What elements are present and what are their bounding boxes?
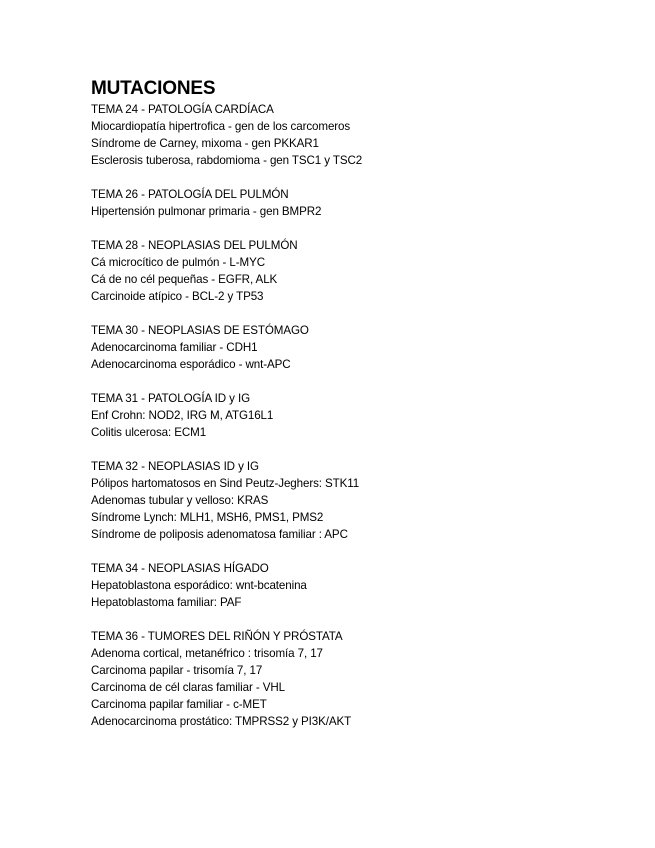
- section-tema-31: [91, 390, 631, 441]
- mutation-line: Colitis ulcerosa: ECM1: [91, 426, 207, 439]
- mutation-line: Cá microcítico de pulmón - L-MYC: [91, 256, 265, 269]
- mutation-line: Carcinoide atípico - BCL-2 y TP53: [91, 290, 264, 303]
- section-heading: TEMA 26 - PATOLOGÍA DEL PULMÓN: [91, 188, 289, 201]
- mutation-line: Hepatoblastoma familiar: PAF: [91, 596, 242, 609]
- section-heading: TEMA 34 - NEOPLASIAS HÍGADO: [91, 562, 269, 575]
- document-page: [91, 77, 631, 747]
- section-heading: TEMA 36 - TUMORES DEL RIÑÓN Y PRÓSTATA: [91, 630, 343, 643]
- section-tema-28: [91, 237, 631, 305]
- mutation-line: Adenocarcinoma familiar - CDH1: [91, 341, 258, 354]
- mutation-line: Carcinoma de cél claras familiar - VHL: [91, 681, 286, 694]
- section-tema-26: [91, 186, 631, 220]
- mutation-line: Síndrome de poliposis adenomatosa familiar : APC: [91, 528, 348, 541]
- mutation-line: Hipertensión pulmonar primaria - gen BMPR2: [91, 205, 322, 218]
- mutation-line: Adenocarcinoma prostático: TMPRSS2 y PI3K/AKT: [91, 715, 352, 728]
- section-heading: TEMA 28 - NEOPLASIAS DEL PULMÓN: [91, 239, 298, 252]
- mutation-line: Adenocarcinoma esporádico - wnt-APC: [91, 358, 291, 371]
- section-tema-34: [91, 560, 631, 611]
- mutation-line: Carcinoma papilar familiar - c-MET: [91, 698, 267, 711]
- section-heading: TEMA 32 - NEOPLASIAS ID y IG: [91, 460, 259, 473]
- mutation-line: Adenoma cortical, metanéfrico : trisomía 7, 17: [91, 647, 323, 660]
- section-tema-30: [91, 322, 631, 373]
- mutation-line: Enf Crohn: NOD2, IRG M, ATG16L1: [91, 409, 274, 422]
- section-heading: TEMA 24 - PATOLOGÍA CARDÍACA: [91, 103, 274, 116]
- mutation-line: Carcinoma papilar - trisomía 7, 17: [91, 664, 263, 677]
- mutation-line: Esclerosis tuberosa, rabdomioma - gen TSC1 y TSC2: [91, 154, 363, 167]
- mutation-line: Adenomas tubular y velloso: KRAS: [91, 494, 269, 507]
- mutation-line: Cá de no cél pequeñas - EGFR, ALK: [91, 273, 278, 286]
- section-tema-32: [91, 458, 631, 543]
- document-title: MUTACIONES: [91, 78, 216, 99]
- section-tema-36: [91, 628, 631, 730]
- mutation-line: Hepatoblastona esporádico: wnt-bcatenina: [91, 579, 307, 592]
- section-heading: TEMA 30 - NEOPLASIAS DE ESTÓMAGO: [91, 324, 309, 337]
- mutation-line: Pólipos hartomatosos en Sind Peutz-Jeghers: STK11: [91, 477, 360, 490]
- mutation-line: Síndrome Lynch: MLH1, MSH6, PMS1, PMS2: [91, 511, 324, 524]
- mutation-line: Síndrome de Carney, mixoma - gen PKKAR1: [91, 137, 319, 150]
- mutation-line: Miocardiopatía hipertrofica - gen de los carcomeros: [91, 120, 351, 133]
- section-tema-24: [91, 101, 631, 169]
- section-heading: TEMA 31 - PATOLOGÍA ID y IG: [91, 392, 251, 405]
